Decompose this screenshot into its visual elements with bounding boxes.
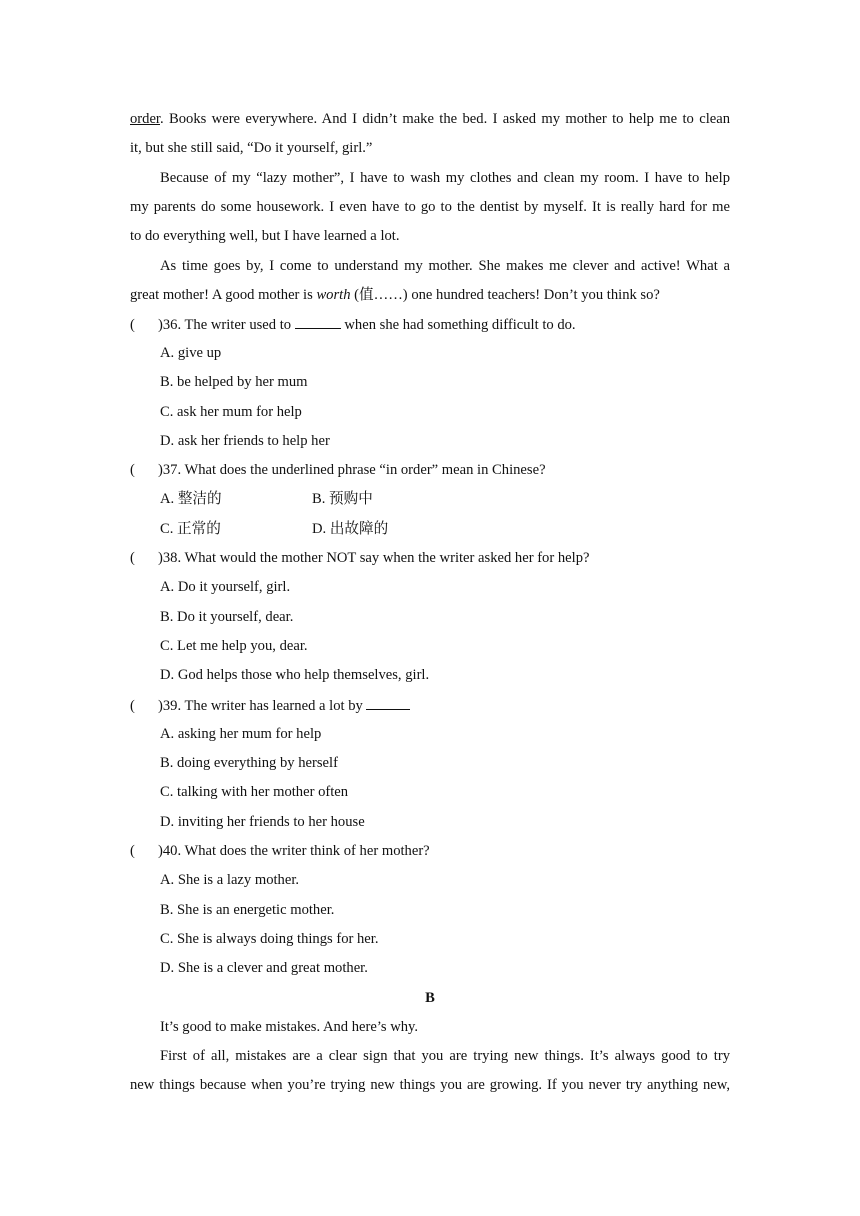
answer-blank xyxy=(295,314,341,329)
question-40: ( )40. What does the writer think of her mother? xyxy=(130,843,430,859)
paragraph-line: to do everything well, but I have learned a lot. xyxy=(130,228,400,244)
option: B. 预购中 xyxy=(312,491,373,507)
paragraph-line: First of all, mistakes are a clear sign that you are trying new things. It’s always good to try xyxy=(160,1048,730,1064)
option: D. inviting her friends to her house xyxy=(160,814,365,830)
option: C. ask her mum for help xyxy=(160,404,302,420)
option: A. asking her mum for help xyxy=(160,726,322,742)
underlined-phrase: order xyxy=(130,111,160,127)
option: A. She is a lazy mother. xyxy=(160,872,300,888)
option-row xyxy=(160,519,760,539)
option: D. 出故障的 xyxy=(312,521,389,537)
question-39: ( )39. The writer has learned a lot by xyxy=(130,695,730,716)
option: A. 整洁的 xyxy=(160,491,222,507)
option: C. 正常的 xyxy=(160,521,221,537)
option: C. talking with her mother often xyxy=(160,784,349,800)
option: B. be helped by her mum xyxy=(160,374,308,390)
paragraph-line: As time goes by, I come to understand my mother. She makes me clever and active! What a xyxy=(160,258,730,274)
option: C. She is always doing things for her. xyxy=(160,931,379,947)
paragraph-line: new things because when you’re trying new things you are growing. If you never try anything new, xyxy=(130,1077,730,1093)
option: A. Do it yourself, girl. xyxy=(160,579,291,595)
answer-blank xyxy=(366,695,410,710)
option: D. ask her friends to help her xyxy=(160,433,330,449)
question-37: ( )37. What does the underlined phrase “in order” mean in Chinese? xyxy=(130,462,546,478)
option: D. She is a clever and great mother. xyxy=(160,960,368,976)
option: B. doing everything by herself xyxy=(160,755,338,771)
paragraph-line: order. Books were everywhere. And I didn’t make the bed. I asked my mother to help me to clean xyxy=(130,111,730,127)
option: B. Do it yourself, dear. xyxy=(160,609,294,625)
paragraph-line: it, but she still said, “Do it yourself, girl.” xyxy=(130,140,373,156)
paragraph-line: Because of my “lazy mother”, I have to wash my clothes and clean my room. I have to help xyxy=(160,170,730,186)
option: A. give up xyxy=(160,345,222,361)
question-38: ( )38. What would the mother NOT say when the writer asked her for help? xyxy=(130,550,590,566)
paragraph-line: great mother! A good mother is worth (值……) one hundred teachers! Don’t you think so? xyxy=(130,287,660,303)
question-36: ( )36. The writer used to when she had something difficult to do. xyxy=(130,314,730,335)
section-heading: B xyxy=(425,990,435,1006)
option: C. Let me help you, dear. xyxy=(160,638,308,654)
paragraph-line: It’s good to make mistakes. And here’s why. xyxy=(160,1019,419,1035)
option: B. She is an energetic mother. xyxy=(160,902,335,918)
option-row xyxy=(160,489,760,509)
paragraph-line: my parents do some housework. I even have to go to the dentist by myself. It is really hard for me xyxy=(130,199,730,215)
option: D. God helps those who help themselves, girl. xyxy=(160,667,430,683)
